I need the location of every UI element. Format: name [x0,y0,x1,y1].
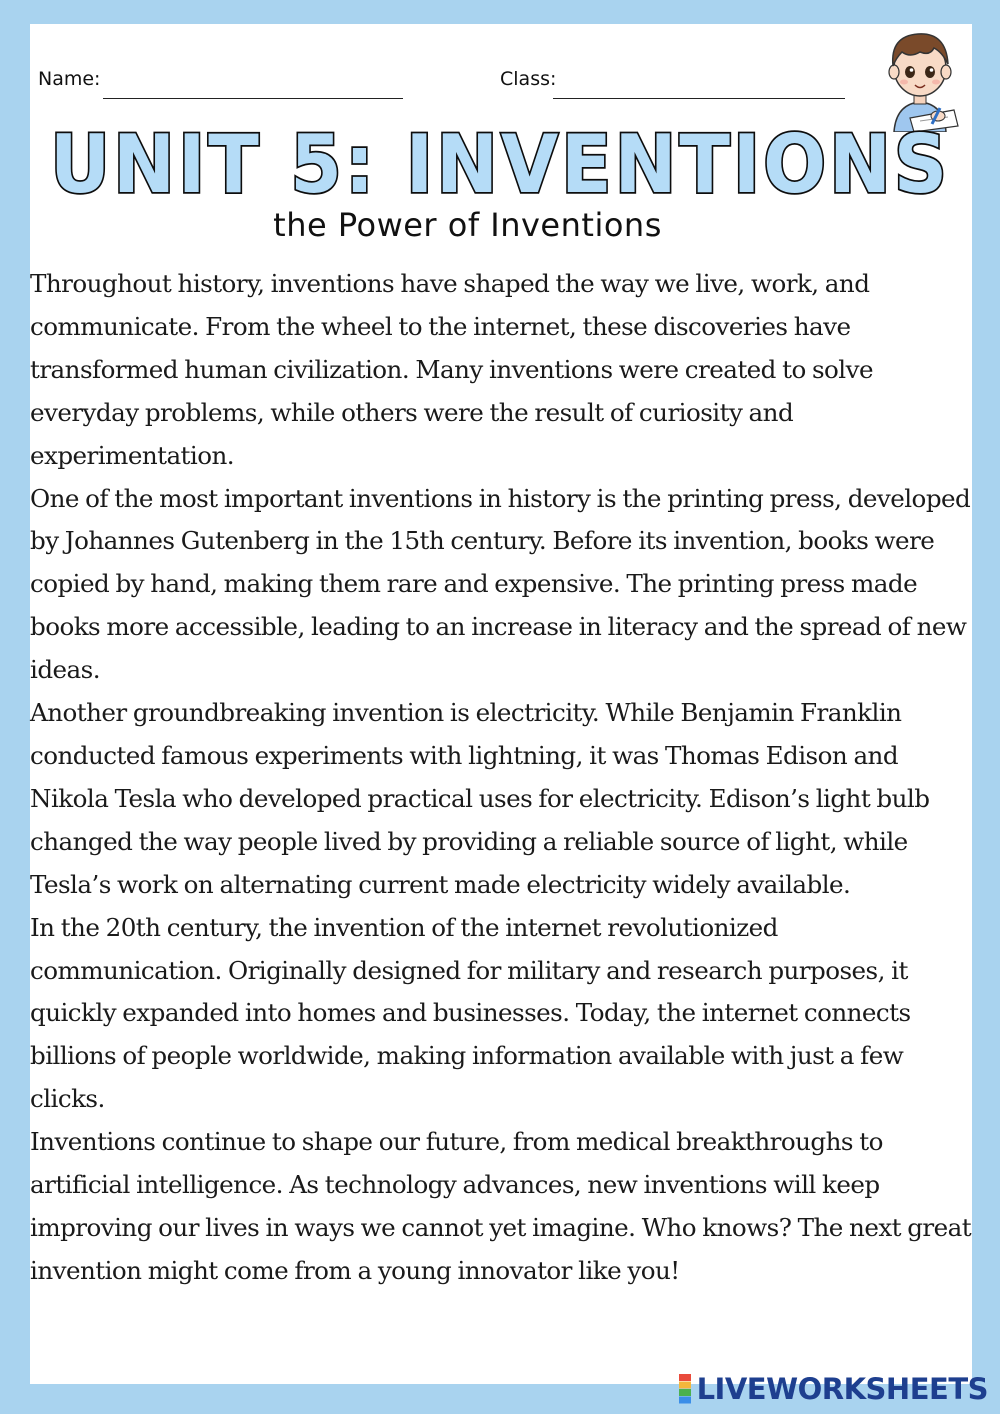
paragraph: In the 20th century, the invention of the internet revolutionized communication. Originally designed for military and research purposes, it quickly expanded into homes and businesses. Today, the internet connects billions of people worldwide, making information available with just a few clicks. [30,912,911,1114]
liveworksheets-wordmark: LIVEWORKSHEETS [696,1372,988,1406]
class-label: Class: [500,68,557,90]
unit-title-text: UNIT 5: INVENTIONS [50,118,950,208]
liveworksheets-logo [679,1374,988,1404]
liveworksheets-mark-icon [679,1374,691,1404]
name-blank-line[interactable] [103,98,403,99]
name-label: Name: [38,68,101,90]
paragraph: Inventions continue to shape our future, from medical breakthroughs to artificial intelligence. As technology advances, new inventions will keep improving our lives in ways we cannot yet imagine. Who knows? The next great invention might come from a young innovator like you! [30,1127,972,1285]
paragraph: Throughout history, inventions have shaped the way we live, work, and communicate. From the wheel to the internet, these discoveries have transformed human civilization. Many inventions were created to solve everyday problems, while others were the result of curiosity and experimentation. [30,269,873,470]
reading-passage [30,263,975,1293]
paragraph: One of the most important inventions in history is the printing press, developed by Johannes Gutenberg in the 15th century. Before its invention, books were copied by hand, making them rare and expensive. The printing press made books more accessible, leading to an increase in literacy and the spread of new ideas. [30,483,971,685]
paragraph: Another groundbreaking invention is electricity. While Benjamin Franklin conducted famous experiments with lightning, it was Thomas Edison and Nikola Tesla who developed practical uses for electricity. Edison’s light bulb changed the way people lived by providing a reliable source of light, while Tesla’s work on alternating current made electricity widely available. [30,698,930,899]
reading-subtitle: the Power of Inventions [273,206,662,244]
boy-writing-illustration [880,22,960,132]
unit-title [0,118,1000,218]
class-blank-line[interactable] [553,98,845,99]
